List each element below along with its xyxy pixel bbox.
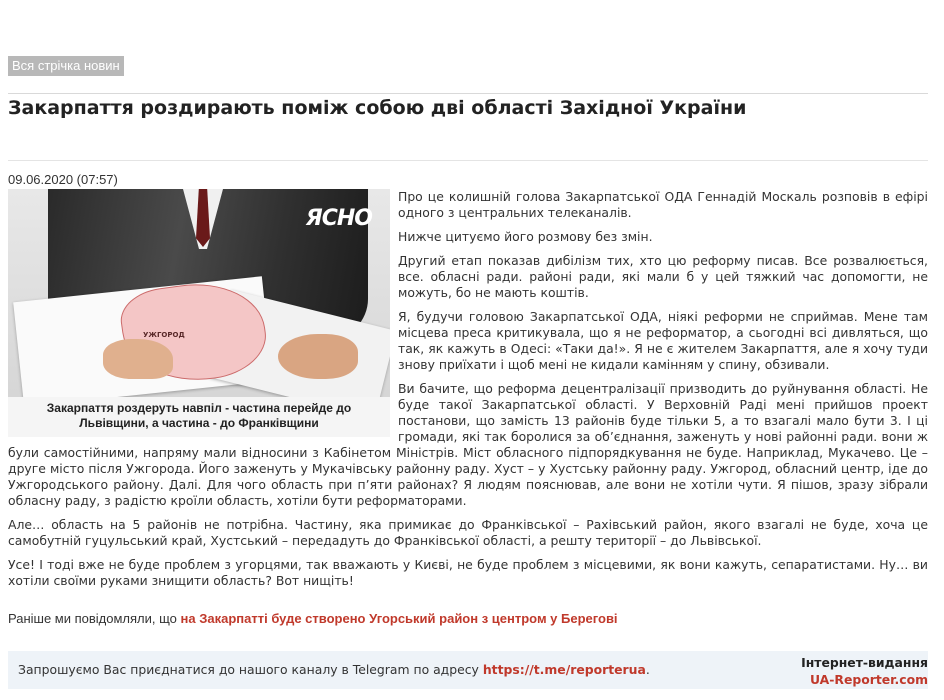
article-figure (8, 189, 390, 437)
photo-caption: Закарпаття роздеруть навпіл - частина перейде до Львівщини, а частина - до Франківщини (46, 401, 352, 430)
related-news-link[interactable]: на Закарпатті буде створено Угорський район з центром у Берегові (180, 611, 618, 626)
paragraph: Усе! І тоді вже не буде проблем з угорцями, так вважають у Києві, не буде проблем з місцевими, як вони кажуть, сепаратистами. Ну… ви хотіли своїми руками знищити область? Вот нищіть! (8, 557, 928, 588)
yasno-logo: ЯСНО (305, 206, 372, 231)
paragraph: Про це колишній голова Закарпатської ОДА Геннадій Москаль розповів в ефірі одного з центральних телеканалів. (398, 189, 928, 220)
paragraph: Я, будучи головою Закарпатської ОДА, ніякі реформи не сприймав. Мене там місцева преса критикувала, що я не реформатор, а сьогодні всі дивляться, що так, як кажуть в Одесі: «Таки да!». Я не є жителем Закарпаття, але я хочу туди знову приїхати і щоб мені не кидали камінням у спину, обзивали. (398, 309, 928, 372)
telegram-banner (8, 651, 928, 689)
article-title: Закарпаття роздирають поміж собою дві області Західної України (8, 97, 747, 119)
divider (8, 93, 928, 94)
telegram-suffix: . (645, 662, 650, 677)
telegram-text (18, 662, 650, 677)
brand-site-link[interactable]: UA-Reporter.com (810, 672, 928, 687)
all-news-link[interactable]: Вся стрічка новин (8, 56, 124, 76)
brand-block (801, 654, 928, 688)
article-photo (8, 189, 390, 397)
paragraph: Нижче цитуємо його розмову без змін. (398, 229, 653, 244)
map-label: УЖГОРОД (143, 331, 185, 339)
related-news (8, 611, 928, 627)
brand-label: Інтернет-видання (801, 655, 928, 670)
related-prefix: Раніше ми повідомляли, що (8, 611, 181, 626)
article-body (8, 189, 928, 635)
divider (8, 160, 928, 161)
telegram-link[interactable]: https://t.me/reporterua (482, 662, 646, 677)
paragraph: Другий етап показав дибілізм тих, хто цю реформу писав. Все розвалюється, все. обласні ради. районі ради, які мали б у цей тяжкий час допомогти, не можуть, бо не мають коштів. (398, 253, 928, 300)
article-date: 09.06.2020 (07:57) (8, 172, 118, 187)
paragraph: Ви бачите, що реформа децентралізації призводить до руйнування області. Не буде такої Закарпатської області. У Верховній Раді мені прийшов проект постанови, що замість 13 районів буде тільки 5, а то взагалі мало бути 3. І ці громади, які так боролися за об’єднання, заженуть у нові районні ради. вони ж були самостійними, напряму мали відносини з Кабінетом Міністрів. Міст обласного підпорядкування не буде. Наприклад, Мукачево. Це – друге місто після Ужгорода. Його заженуть у Мукачівську районну раду. Хуст – у Хустську районну раду. Ужгород, обласний центр, іде до Ужгородського району. Далі. Для чого область при п’яти районах? Я людям пояснював, але вони не хотіли чути. Я пішов, зразу зібрали обласну раду, з радістю кроїли область, хотіли бути реформаторами. (8, 381, 928, 508)
paragraph: Але… область на 5 районів не потрібна. Частину, яка примикає до Франківської – Рахівський район, якого взагалі не буде, хоча це самобутній гуцульський край, Хустський – передадуть до Франківської області, а решту території – до Львівської. (8, 517, 928, 548)
telegram-invite: Запрошуємо Вас приєднатися до нашого каналу в Telegram по адресу (18, 662, 483, 677)
